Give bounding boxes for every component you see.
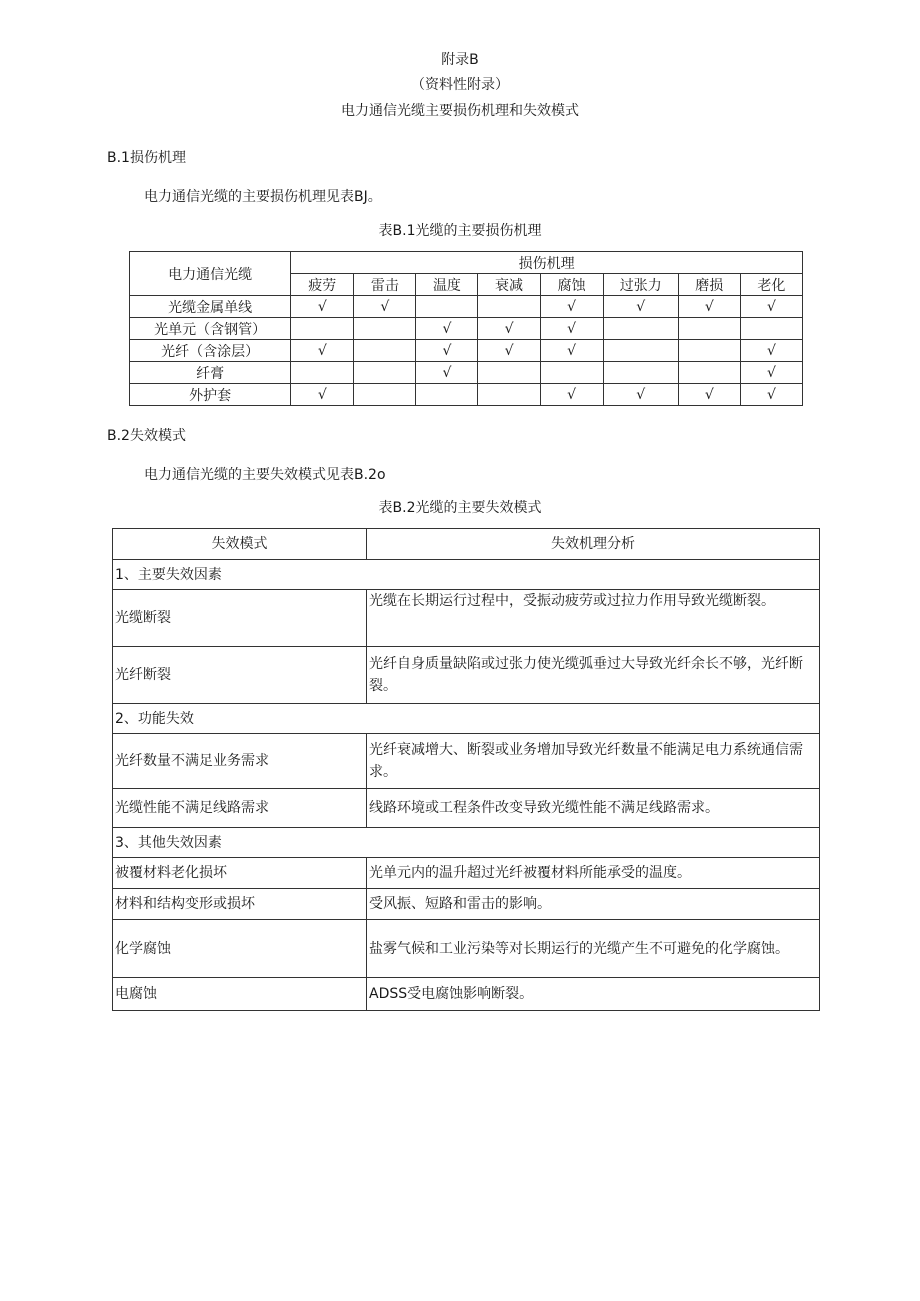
empty-cell bbox=[354, 340, 416, 362]
empty-cell bbox=[354, 384, 416, 406]
component-name-cell: 光单元（含钢管） bbox=[130, 318, 291, 340]
check-mark-cell: √ bbox=[540, 296, 603, 318]
check-mark-cell: √ bbox=[603, 384, 678, 406]
header-failure-analysis: 失效机理分析 bbox=[367, 529, 820, 560]
check-mark-cell: √ bbox=[478, 340, 540, 362]
column-header-cell: 过张力 bbox=[603, 274, 678, 296]
empty-cell bbox=[291, 318, 354, 340]
check-mark-cell: √ bbox=[678, 384, 740, 406]
section-row bbox=[113, 828, 820, 858]
check-mark-cell: √ bbox=[540, 318, 603, 340]
check-mark-cell: √ bbox=[740, 340, 802, 362]
table-row bbox=[130, 318, 803, 340]
appendix-nature: （资料性附录） bbox=[411, 77, 509, 93]
row-header-cell: 电力通信光缆 bbox=[130, 252, 291, 296]
failure-mode-cell: 化学腐蚀 bbox=[113, 920, 367, 978]
failure-mode-cell: 光缆断裂 bbox=[113, 590, 367, 647]
table-row bbox=[113, 789, 820, 828]
failure-analysis-cell: 线路环境或工程条件改变导致光缆性能不满足线路需求。 bbox=[367, 789, 820, 828]
check-mark-cell: √ bbox=[740, 296, 802, 318]
failure-mode-cell: 电腐蚀 bbox=[113, 978, 367, 1011]
empty-cell bbox=[478, 362, 540, 384]
table-row bbox=[113, 889, 820, 920]
section-b1-heading: B.1损伤机理 bbox=[107, 150, 186, 166]
header-failure-mode: 失效模式 bbox=[113, 529, 367, 560]
failure-analysis-cell: 光纤衰减增大、断裂或业务增加导致光纤数量不能满足电力系统通信需求。 bbox=[367, 734, 820, 789]
column-header-cell: 温度 bbox=[416, 274, 478, 296]
section-b1-intro: 电力通信光缆的主要损伤机理见表BJ。 bbox=[144, 189, 382, 205]
section-title-cell: 3、其他失效因素 bbox=[113, 828, 820, 858]
check-mark-cell: √ bbox=[416, 362, 478, 384]
check-mark-cell: √ bbox=[291, 296, 354, 318]
failure-mode-table bbox=[112, 528, 820, 1011]
empty-cell bbox=[678, 340, 740, 362]
failure-analysis-cell: 光单元内的温升超过光纤被覆材料所能承受的温度。 bbox=[367, 858, 820, 889]
component-name-cell: 纤膏 bbox=[130, 362, 291, 384]
failure-analysis-cell: 光纤自身质量缺陷或过张力使光缆弧垂过大导致光纤余长不够，光纤断裂。 bbox=[367, 647, 820, 704]
section-b2-intro: 电力通信光缆的主要失效模式见表B.2o bbox=[144, 467, 386, 483]
failure-mode-cell: 光纤数量不满足业务需求 bbox=[113, 734, 367, 789]
table-b1-caption: 表B.1光缆的主要损伤机理 bbox=[378, 223, 542, 239]
table-row bbox=[130, 340, 803, 362]
empty-cell bbox=[416, 384, 478, 406]
empty-cell bbox=[603, 318, 678, 340]
column-header-cell: 疲劳 bbox=[291, 274, 354, 296]
check-mark-cell: √ bbox=[416, 340, 478, 362]
empty-cell bbox=[291, 362, 354, 384]
component-name-cell: 光纤（含涂层） bbox=[130, 340, 291, 362]
failure-mode-cell: 光缆性能不满足线路需求 bbox=[113, 789, 367, 828]
table-row bbox=[113, 590, 820, 647]
component-name-cell: 外护套 bbox=[130, 384, 291, 406]
table-row bbox=[113, 858, 820, 889]
failure-analysis-cell: 盐雾气候和工业污染等对长期运行的光缆产生不可避免的化学腐蚀。 bbox=[367, 920, 820, 978]
failure-mode-cell: 被覆材料老化损坏 bbox=[113, 858, 367, 889]
check-mark-cell: √ bbox=[354, 296, 416, 318]
table-row bbox=[113, 920, 820, 978]
empty-cell bbox=[416, 296, 478, 318]
table-row bbox=[113, 647, 820, 704]
failure-analysis-cell: 光缆在长期运行过程中，受振动疲劳或过拉力作用导致光缆断裂。 bbox=[367, 590, 820, 647]
check-mark-cell: √ bbox=[540, 384, 603, 406]
failure-mode-cell: 材料和结构变形或损坏 bbox=[113, 889, 367, 920]
empty-cell bbox=[678, 318, 740, 340]
empty-cell bbox=[678, 362, 740, 384]
empty-cell bbox=[354, 362, 416, 384]
group-header-cell: 损伤机理 bbox=[291, 252, 803, 274]
empty-cell bbox=[740, 318, 802, 340]
failure-mode-cell: 光纤断裂 bbox=[113, 647, 367, 704]
failure-analysis-cell: 受风振、短路和雷击的影响。 bbox=[367, 889, 820, 920]
table-b2-caption: 表B.2光缆的主要失效模式 bbox=[378, 500, 542, 516]
check-mark-cell: √ bbox=[740, 362, 802, 384]
check-mark-cell: √ bbox=[603, 296, 678, 318]
column-header-cell: 雷击 bbox=[354, 274, 416, 296]
check-mark-cell: √ bbox=[291, 340, 354, 362]
section-row bbox=[113, 704, 820, 734]
column-header-cell: 老化 bbox=[740, 274, 802, 296]
section-title-cell: 2、功能失效 bbox=[113, 704, 820, 734]
table-row bbox=[130, 362, 803, 384]
component-name-cell: 光缆金属单线 bbox=[130, 296, 291, 318]
check-mark-cell: √ bbox=[291, 384, 354, 406]
column-header-cell: 磨损 bbox=[678, 274, 740, 296]
failure-analysis-cell: ADSS受电腐蚀影响断裂。 bbox=[367, 978, 820, 1011]
column-header-cell: 衰减 bbox=[478, 274, 540, 296]
empty-cell bbox=[478, 384, 540, 406]
section-title-cell: 1、主要失效因素 bbox=[113, 560, 820, 590]
check-mark-cell: √ bbox=[416, 318, 478, 340]
check-mark-cell: √ bbox=[678, 296, 740, 318]
table-row bbox=[113, 734, 820, 789]
section-row bbox=[113, 560, 820, 590]
table-row bbox=[130, 384, 803, 406]
column-header-cell: 腐蚀 bbox=[540, 274, 603, 296]
empty-cell bbox=[603, 340, 678, 362]
empty-cell bbox=[478, 296, 540, 318]
section-b2-heading: B.2失效模式 bbox=[107, 428, 186, 444]
empty-cell bbox=[603, 362, 678, 384]
table-row bbox=[113, 978, 820, 1011]
check-mark-cell: √ bbox=[478, 318, 540, 340]
empty-cell bbox=[540, 362, 603, 384]
damage-mechanism-table bbox=[129, 251, 803, 406]
check-mark-cell: √ bbox=[740, 384, 802, 406]
check-mark-cell: √ bbox=[540, 340, 603, 362]
empty-cell bbox=[354, 318, 416, 340]
appendix-label: 附录B bbox=[441, 52, 479, 68]
table-row bbox=[130, 296, 803, 318]
document-title: 电力通信光缆主要损伤机理和失效模式 bbox=[341, 103, 579, 119]
